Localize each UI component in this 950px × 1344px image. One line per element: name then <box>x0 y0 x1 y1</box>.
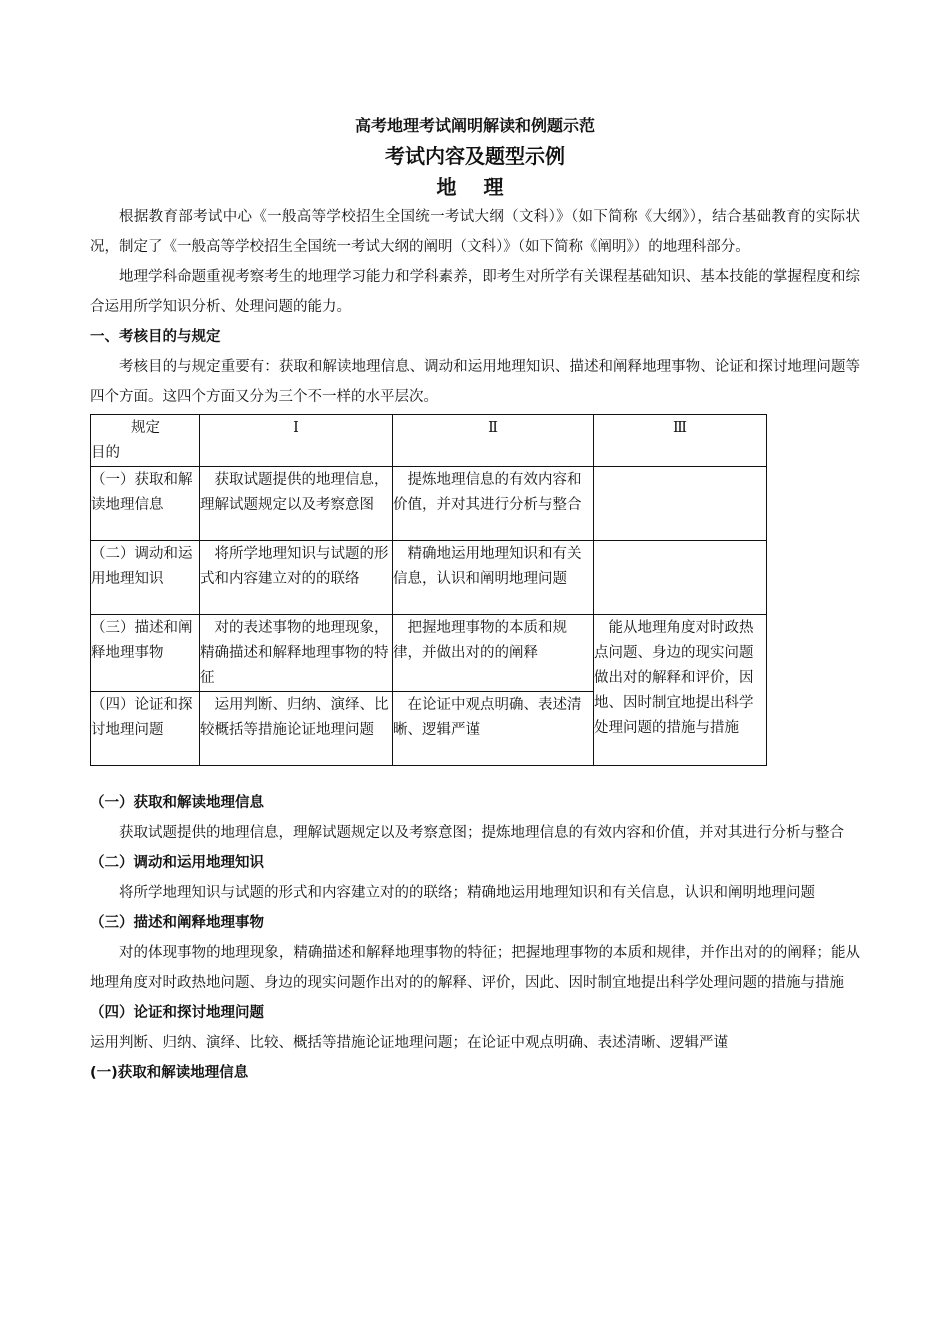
subsection-heading-1: （一）获取和解读地理信息 <box>90 795 264 811</box>
section-paragraph: 考核目的与规定重要有：获取和解读地理信息、调动和运用地理知识、描述和阐释地理事物、论证和探讨地理问题等四个方面。这四个方面又分为三个不一样的水平层次。 <box>90 359 860 405</box>
section-heading: 一、考核目的与规定 <box>90 329 221 345</box>
table-cell-level-2: 提炼地理信息的有效内容和价值，并对其进行分析与整合 <box>393 467 594 541</box>
table-header-level-2: Ⅱ <box>393 415 594 467</box>
table-cell-level-3: 能从地理角度对时政热点问题、身边的现实问题做出对的解释和评价，因地、因时制宜地提出科学处理问题的措施与措施 <box>594 615 767 766</box>
document-page <box>90 112 860 1088</box>
subsection-text-2: 将所学地理知识与试题的形式和内容建立对的的联络；精确地运用地理知识和有关信息，认识和阐明地理问题 <box>119 885 815 901</box>
table-cell-level-2: 精确地运用地理知识和有关信息，认识和阐明地理问题 <box>393 541 594 615</box>
table-header-level-3: Ⅲ <box>594 415 767 467</box>
table-cell-goal: （一）获取和解读地理信息 <box>91 467 200 541</box>
table-cell-level-3 <box>594 541 767 615</box>
table-cell-level-2: 把握地理事物的本质和规律，并做出对的的阐释 <box>393 615 594 692</box>
table-cell-level-3 <box>594 467 767 541</box>
table-cell-level-1: 将所学地理知识与试题的形式和内容建立对的的联络 <box>200 541 393 615</box>
table-row <box>91 541 767 615</box>
subject-heading: 地 理 <box>436 175 514 199</box>
corner-label-bottom: 目的 <box>91 445 120 461</box>
subsection-text-1: 获取试题提供的地理信息，理解试题规定以及考察意图；提炼地理信息的有效内容和价值，并对其进行分析与整合 <box>119 825 844 841</box>
assessment-table <box>90 414 767 766</box>
table-cell-goal: （三）描述和阐释地理事物 <box>91 615 200 692</box>
table-corner-cell <box>91 415 200 467</box>
subsection-text-3: 对的体现事物的地理现象，精确描述和解释地理事物的特征；把握地理事物的本质和规律，并作出对的的阐释；能从地理角度对时政热地问题、身边的现实问题作出对的的解释、评价，因此、因时制宜地提出科学处理问题的措施与措施 <box>90 945 860 991</box>
subsection-heading-3: （三）描述和阐释地理事物 <box>90 915 264 931</box>
table-cell-level-1: 运用判断、归纳、演绎、比较概括等措施论证地理问题 <box>200 692 393 766</box>
table-header-level-1: Ⅰ <box>200 415 393 467</box>
final-heading: (一)获取和解读地理信息 <box>90 1065 249 1081</box>
table-header-row <box>91 415 767 467</box>
corner-label-top: 规定 <box>131 420 160 436</box>
table-cell-goal: （四）论证和探讨地理问题 <box>91 692 200 766</box>
intro-paragraph-1: 根据教育部考试中心《一般高等学校招生全国统一考试大纲（文科）》（如下简称《大纲》），结合基础教育的实际状况，制定了《一般高等学校招生全国统一考试大纲的阐明（文科）》（如下简称《阐明》）的地理科部分。 <box>90 209 860 255</box>
subsection-heading-2: （二）调动和运用地理知识 <box>90 855 264 871</box>
table-cell-level-2: 在论证中观点明确、表述清晰、逻辑严谨 <box>393 692 594 766</box>
document-subtitle: 考试内容及题型示例 <box>385 144 565 168</box>
table-cell-goal: （二）调动和运用地理知识 <box>91 541 200 615</box>
table-row <box>91 467 767 541</box>
document-title: 高考地理考试阐明解读和例题示范 <box>354 116 595 135</box>
intro-paragraph-2: 地理学科命题重视考察考生的地理学习能力和学科素养，即考生对所学有关课程基础知识、基本技能的掌握程度和综合运用所学知识分析、处理问题的能力。 <box>90 269 860 315</box>
subsection-text-4: 运用判断、归纳、演绎、比较、概括等措施论证地理问题；在论证中观点明确、表述清晰、逻辑严谨 <box>90 1035 728 1051</box>
table-row <box>91 615 767 692</box>
table-cell-level-1: 获取试题提供的地理信息，理解试题规定以及考察意图 <box>200 467 393 541</box>
table-cell-level-1: 对的表述事物的地理现象，精确描述和解释地理事物的特征 <box>200 615 393 692</box>
subsection-heading-4: （四）论证和探讨地理问题 <box>90 1005 264 1021</box>
